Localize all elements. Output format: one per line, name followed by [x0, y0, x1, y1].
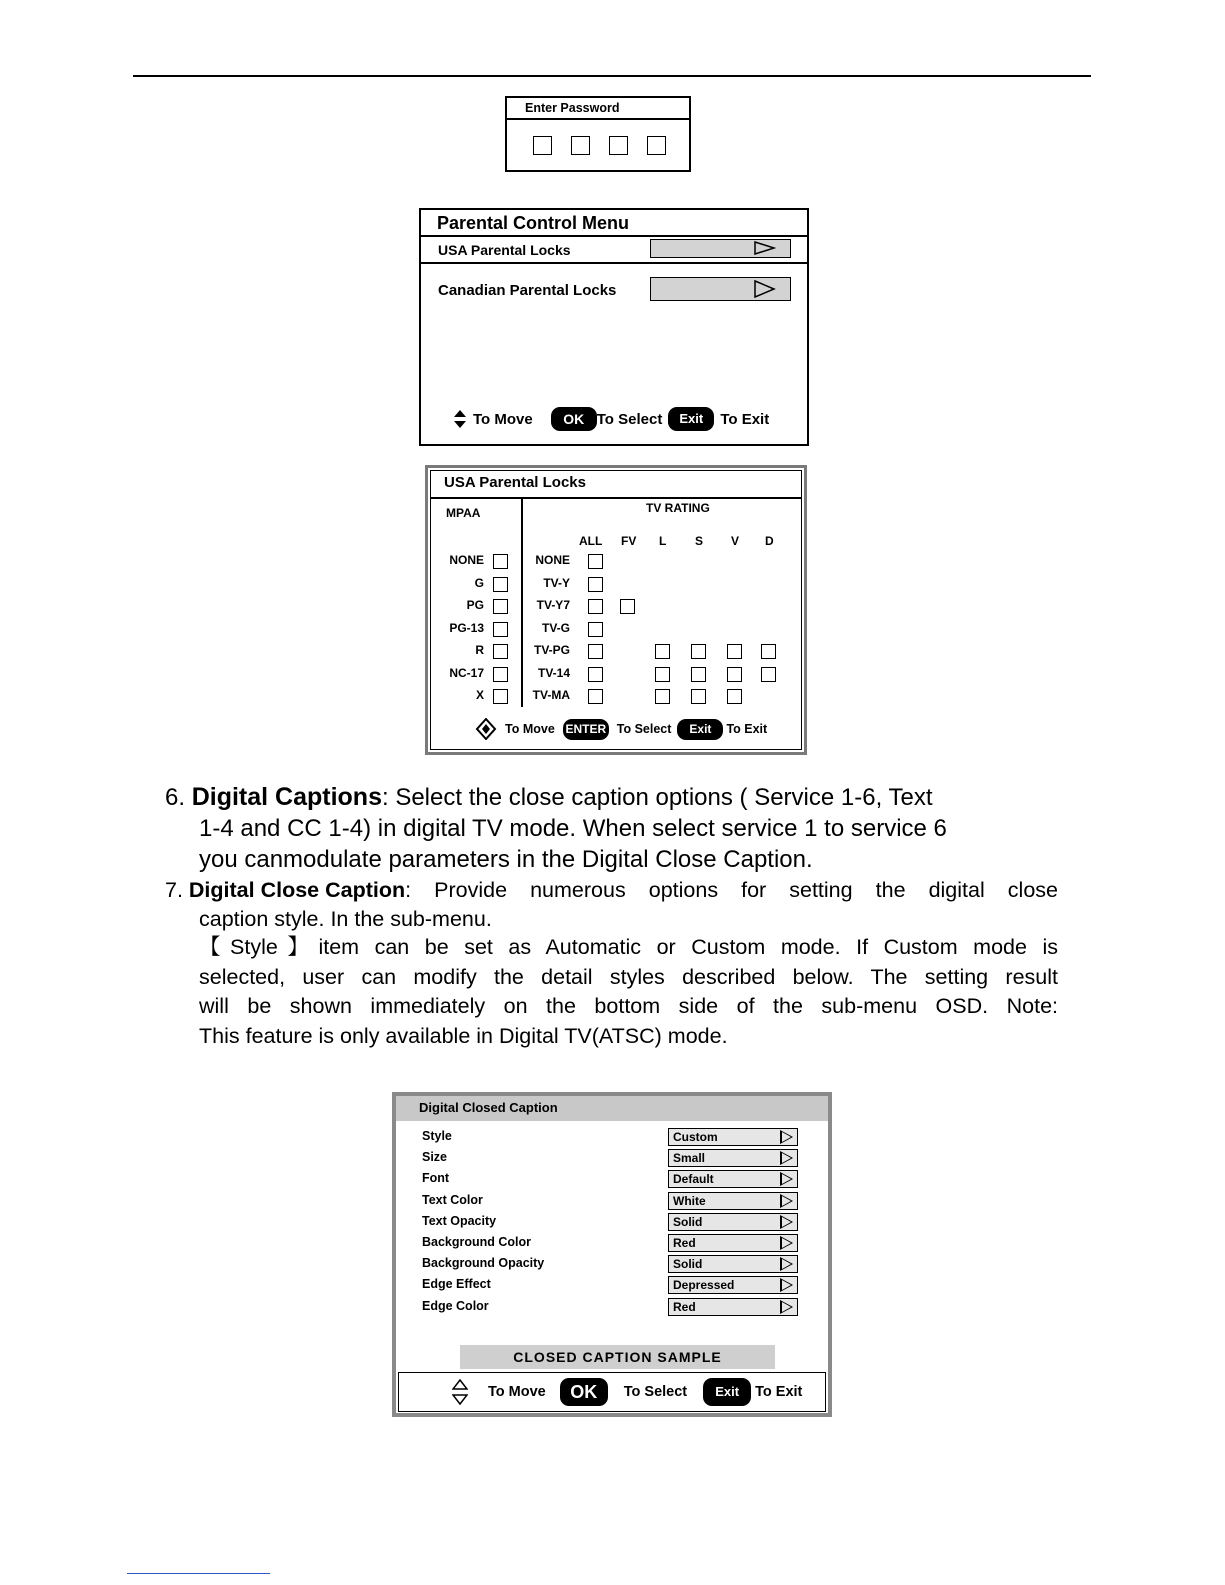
- tv-label-tv-ma: TV-MA: [532, 688, 570, 702]
- dcc-select-size[interactable]: [668, 1149, 798, 1167]
- dcc-value: Solid: [673, 1214, 703, 1229]
- footer-move-label: To Move: [505, 722, 555, 736]
- dcc-value: Depressed: [673, 1278, 735, 1293]
- tv-checkbox-tv-y7-fv[interactable]: [620, 599, 635, 614]
- tv-checkbox-tv-ma-all[interactable]: [588, 689, 603, 704]
- tv-label-none: NONE: [535, 553, 570, 567]
- right-arrow-icon: [780, 1194, 793, 1208]
- footer-select-label: To Select: [623, 1384, 688, 1400]
- column-header-s: S: [695, 534, 704, 548]
- dcc-select-style[interactable]: [668, 1128, 798, 1146]
- dcc-label-size: Size: [422, 1150, 448, 1165]
- password-title: Enter Password: [507, 98, 689, 120]
- ok-button[interactable]: OK: [560, 1378, 608, 1406]
- exit-button[interactable]: Exit: [677, 719, 723, 740]
- tv-label-tv-g: TV-G: [541, 620, 570, 635]
- item-7-paragraph: [199, 933, 1058, 1051]
- usa-parental-locks-panel: [425, 465, 807, 755]
- menu-item-usa-parental-locks[interactable]: USA Parental Locks: [438, 242, 571, 258]
- dcc-label-edge-effect: Edge Effect: [422, 1277, 491, 1292]
- dcc-label-background-opacity: Background Opacity: [422, 1256, 545, 1271]
- mpaa-label-nc-17: NC-17: [449, 665, 484, 680]
- item-7-line-6: This feature is only available in Digital TV(ATSC) mode.: [199, 1023, 728, 1048]
- exit-button[interactable]: Exit: [703, 1378, 751, 1406]
- mpaa-header: MPAA: [446, 506, 481, 520]
- password-dialog: [505, 96, 691, 172]
- password-digit-1[interactable]: [533, 136, 552, 155]
- dcc-value: White: [673, 1193, 706, 1208]
- dcc-footer-row: [452, 1378, 802, 1406]
- column-header-d: D: [765, 534, 774, 548]
- right-arrow-icon: [754, 280, 776, 298]
- canadian-locks-arrow-button[interactable]: [650, 277, 791, 301]
- exit-button[interactable]: Exit: [668, 407, 714, 431]
- mpaa-checkbox-x[interactable]: [493, 689, 508, 704]
- mpaa-checkbox-pg[interactable]: [493, 599, 508, 614]
- password-digit-4[interactable]: [647, 136, 666, 155]
- mpaa-label-x: X: [475, 688, 484, 702]
- dcc-select-edge-color[interactable]: [668, 1298, 798, 1316]
- up-down-icon: [453, 409, 467, 429]
- tv-checkbox-tv-pg-s[interactable]: [691, 644, 706, 659]
- tv-checkbox-tv-pg-v[interactable]: [727, 644, 742, 659]
- footer-move-label: To Move: [473, 410, 533, 428]
- tv-checkbox-tv-14-d[interactable]: [761, 667, 776, 682]
- right-arrow-icon: [780, 1257, 793, 1271]
- item-7-line-1: [165, 875, 1058, 906]
- tv-checkbox-tv-14-s[interactable]: [691, 667, 706, 682]
- divider: [421, 235, 807, 237]
- tv-checkbox-tv-g-all[interactable]: [588, 622, 603, 637]
- caption-sample: CLOSED CAPTION SAMPLE: [460, 1345, 775, 1369]
- item-7-line-2: caption style. In the sub-menu.: [199, 907, 492, 931]
- mpaa-label-none: NONE: [449, 553, 484, 567]
- tv-checkbox-tv-14-l[interactable]: [655, 667, 670, 682]
- dcc-value: Red: [673, 1299, 696, 1314]
- tv-label-tv-y7: TV-Y7: [536, 598, 570, 612]
- dcc-title: Digital Closed Caption: [419, 1100, 558, 1115]
- column-header-all: ALL: [579, 534, 603, 548]
- tv-checkbox-tv-14-all[interactable]: [588, 667, 603, 682]
- item-6-text: : Select the close caption options ( Service 1-6, Text: [381, 784, 933, 811]
- item-7-line-4: selected, user can modify the detail styles described below. The setting result: [199, 964, 1058, 989]
- mpaa-label-g: G: [474, 575, 484, 590]
- tv-checkbox-tv-ma-v[interactable]: [727, 689, 742, 704]
- right-arrow-icon: [780, 1151, 793, 1165]
- dcc-label-background-color: Background Color: [422, 1235, 532, 1249]
- item-6-line-3: you canmodulate parameters in the Digital Close Caption.: [199, 846, 813, 873]
- dcc-value: Small: [673, 1151, 706, 1166]
- mpaa-label-r: R: [475, 643, 484, 657]
- menu-item-canadian-parental-locks[interactable]: Canadian Parental Locks: [438, 282, 617, 299]
- footer-exit-label: To Exit: [726, 722, 768, 736]
- dcc-label-font: Font: [422, 1171, 450, 1186]
- dcc-label-edge-color: Edge Color: [422, 1298, 489, 1313]
- usa-locks-arrow-button[interactable]: [650, 239, 791, 258]
- dcc-select-edge-effect[interactable]: [668, 1276, 798, 1294]
- footer-select-label: To Select: [596, 410, 663, 428]
- four-way-arrow-icon: [475, 718, 497, 740]
- tv-checkbox-tv-ma-s[interactable]: [691, 689, 706, 704]
- column-header-fv: FV: [621, 534, 637, 548]
- right-arrow-icon: [780, 1278, 793, 1292]
- right-arrow-icon: [780, 1236, 793, 1250]
- item-7-line-3: 【Style】item can be set as Automatic or Custom mode. If Custom mode is: [199, 935, 1058, 959]
- item-6-number: 6.: [165, 784, 192, 811]
- parental-menu-footer: [453, 407, 769, 431]
- item-7-number: 7.: [165, 878, 189, 902]
- dcc-label-style: Style: [422, 1129, 452, 1143]
- dcc-select-text-opacity[interactable]: [668, 1213, 798, 1231]
- item-7-text: : Provide numerous options for setting the digital close: [405, 878, 1058, 902]
- divider: [521, 498, 523, 707]
- item-7-title: Digital Close Caption: [188, 878, 406, 902]
- usa-panel-inner: [430, 470, 802, 750]
- tv-label-tv-y: TV-Y: [543, 575, 570, 590]
- dcc-select-font[interactable]: [668, 1170, 798, 1188]
- tv-checkbox-tv-pg-d[interactable]: [761, 644, 776, 659]
- mpaa-checkbox-pg-13[interactable]: [493, 622, 508, 637]
- digital-closed-caption-panel: [392, 1092, 832, 1417]
- dcc-label-text-opacity: Text Opacity: [422, 1213, 497, 1228]
- mpaa-label-pg: PG: [466, 598, 484, 612]
- dcc-value: Solid: [673, 1257, 703, 1272]
- tv-checkbox-tv-pg-l[interactable]: [655, 644, 670, 659]
- mpaa-checkbox-none[interactable]: [493, 554, 508, 569]
- item-7-line-5: will be shown immediately on the bottom side of the sub-menu OSD. Note:: [199, 994, 1058, 1018]
- divider: [431, 497, 801, 499]
- right-arrow-icon: [780, 1130, 793, 1144]
- tv-checkbox-tv-ma-l[interactable]: [655, 689, 670, 704]
- top-rule: [133, 75, 1091, 77]
- dcc-select-background-color[interactable]: [668, 1234, 798, 1252]
- tv-label-tv-14: TV-14: [537, 665, 570, 680]
- mpaa-checkbox-g[interactable]: [493, 577, 508, 592]
- ok-button[interactable]: OK: [551, 407, 597, 431]
- dcc-value: Default: [673, 1172, 714, 1187]
- footer-move-label: To Move: [488, 1384, 546, 1400]
- dcc-value: Custom: [673, 1130, 718, 1144]
- right-arrow-icon: [780, 1215, 793, 1229]
- footer-link-underline: [127, 1573, 270, 1574]
- up-down-icon: [452, 1379, 468, 1405]
- dcc-label-text-color: Text Color: [422, 1192, 483, 1207]
- dcc-footer: [398, 1372, 826, 1412]
- mpaa-checkbox-r[interactable]: [493, 644, 508, 659]
- column-header-l: L: [659, 534, 667, 548]
- parental-menu-title: Parental Control Menu: [437, 213, 630, 233]
- parental-control-menu: [419, 208, 809, 446]
- right-arrow-icon: [780, 1172, 793, 1186]
- column-header-v: V: [731, 534, 740, 548]
- footer-exit-label: To Exit: [755, 1384, 803, 1400]
- right-arrow-icon: [780, 1300, 793, 1314]
- footer-select-label: To Select: [616, 722, 672, 736]
- right-arrow-icon: [754, 241, 776, 255]
- mpaa-checkbox-nc-17[interactable]: [493, 667, 508, 682]
- tv-checkbox-tv-14-v[interactable]: [727, 667, 742, 682]
- item-6-line-1: [165, 782, 933, 813]
- tv-checkbox-tv-y7-all[interactable]: [588, 599, 603, 614]
- dcc-select-text-color[interactable]: [668, 1192, 798, 1210]
- dcc-select-background-opacity[interactable]: [668, 1255, 798, 1273]
- tv-rating-header: TV RATING: [646, 501, 710, 515]
- tv-label-tv-pg: TV-PG: [533, 643, 570, 657]
- tv-checkbox-tv-y-all[interactable]: [588, 577, 603, 592]
- divider: [421, 262, 807, 264]
- usa-panel-title: USA Parental Locks: [444, 474, 586, 491]
- mpaa-label-pg-13: PG-13: [449, 620, 484, 635]
- dcc-title-bar: [396, 1096, 828, 1121]
- footer-exit-label: To Exit: [720, 410, 770, 428]
- password-digit-3[interactable]: [609, 136, 628, 155]
- item-6-title: Digital Captions: [191, 783, 382, 811]
- item-6-line-2: 1-4 and CC 1-4) in digital TV mode. When select service 1 to service 6: [199, 815, 947, 842]
- password-digit-2[interactable]: [571, 136, 590, 155]
- tv-checkbox-none-all[interactable]: [588, 554, 603, 569]
- usa-panel-footer: [475, 718, 767, 740]
- tv-checkbox-tv-pg-all[interactable]: [588, 644, 603, 659]
- dcc-value: Red: [673, 1236, 696, 1250]
- enter-button[interactable]: ENTER: [563, 719, 609, 740]
